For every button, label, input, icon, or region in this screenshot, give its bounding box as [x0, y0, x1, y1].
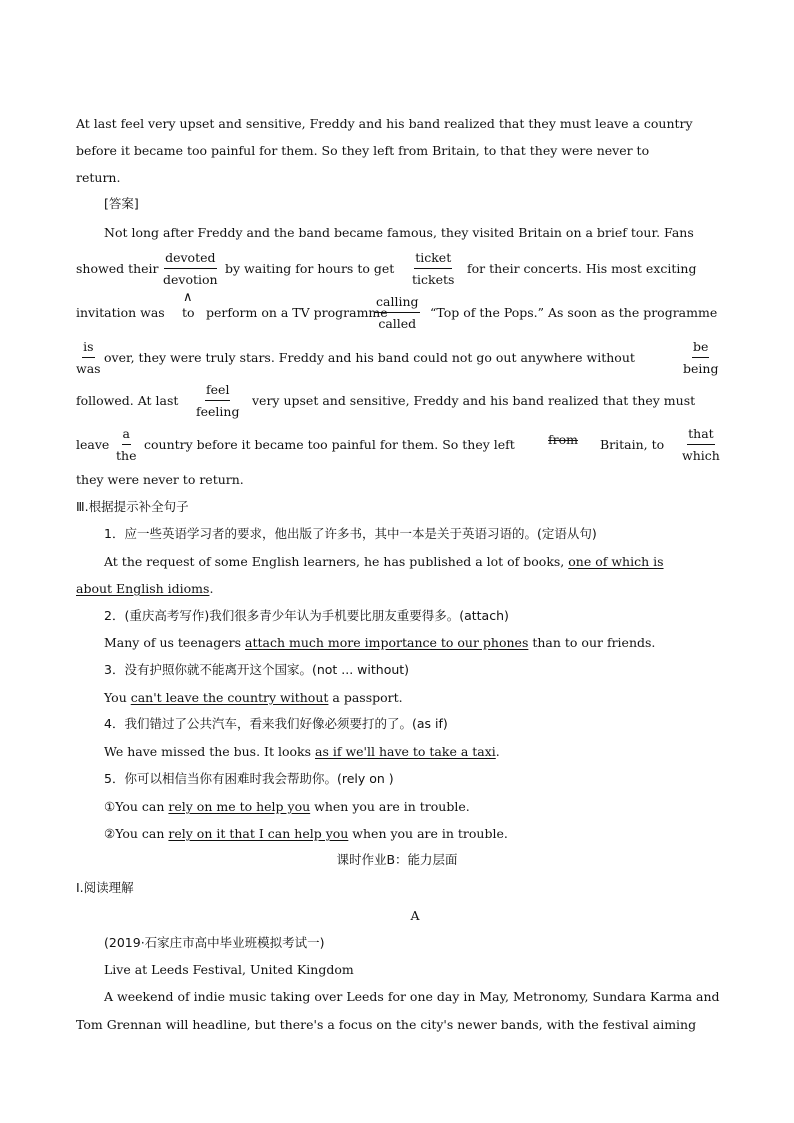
correction-inserted: to — [182, 305, 195, 320]
answer-text: than to our friends. — [528, 635, 656, 650]
answer-text: . — [209, 581, 214, 596]
answer-text: ②You can — [104, 826, 169, 841]
answer-text: ①You can — [104, 799, 169, 814]
correction-wrong: ticket — [414, 250, 452, 269]
correction-right: called — [378, 316, 417, 331]
question-1-answer — [104, 554, 718, 570]
corrected-text: very upset and sensitive, Freddy and his band realized that they must — [252, 393, 696, 408]
answer-fill: about English idioms — [76, 581, 210, 596]
answer-text: At the request of some English learners, he has published a lot of books, — [104, 554, 569, 569]
question-2-prompt: 2．(重庆高考写作)我们很多青少年认为手机要比朋友重要得多。(attach) — [104, 608, 509, 623]
answer-text: Many of us teenagers — [104, 635, 245, 650]
insertion-caret-icon: ∧ — [183, 290, 193, 305]
corrected-line-7: they were never to return. — [76, 472, 244, 487]
answer-text: when you are in trouble. — [310, 799, 470, 814]
passage-letter: A — [410, 908, 420, 923]
passage-text-1: A weekend of indie music taking over Leeds for one day in May, Metronomy, Sundara Karma and — [104, 989, 720, 1004]
correction-wrong: feel — [205, 382, 230, 401]
correction-that — [682, 426, 720, 463]
passage-event: Live at Leeds Festival, United Kingdom — [104, 962, 354, 977]
question-3-prompt: 3．没有护照你就不能离开这个国家。(not ... without) — [104, 662, 410, 677]
passage-line-2: before it became too painful for them. So they left from Britain, to that they were never to — [76, 143, 650, 158]
corrected-text: Britain, to — [600, 437, 665, 452]
question-3-answer — [104, 690, 718, 706]
correction-wrong: devoted — [164, 250, 216, 269]
corrected-text: invitation was — [76, 305, 165, 320]
correction-wrong: calling — [375, 294, 420, 313]
answer-fill: attach much more importance to our phones — [245, 635, 529, 650]
corrected-text: “Top of the Pops.” As soon as the programme — [430, 305, 718, 320]
correction-ticket — [412, 250, 454, 287]
section-heading: Ⅰ.阅读理解 — [76, 880, 134, 895]
correction-is — [76, 339, 101, 376]
corrected-text: showed their — [76, 261, 159, 276]
correction-right: tickets — [412, 272, 455, 287]
answer-fill: as if we'll have to take a taxi — [315, 744, 496, 759]
corrected-text: by waiting for hours to get — [225, 261, 395, 276]
passage-source: (2019·石家庄市高中毕业班模拟考试一) — [104, 935, 325, 950]
correction-a — [116, 426, 136, 463]
correction-right: devotion — [163, 272, 218, 287]
passage-text-2: Tom Grennan will headline, but there's a focus on the city's newer bands, with the festival aiming — [76, 1017, 697, 1032]
correction-wrong: is — [82, 339, 94, 358]
question-4-prompt: 4．我们错过了公共汽车，看来我们好像必须要打的了。(as if) — [104, 716, 448, 731]
answer-fill: rely on me to help you — [168, 799, 311, 814]
answer-text: . — [495, 744, 500, 759]
question-5-prompt: 5．你可以相信当你有困难时我会帮助你。(rely on ) — [104, 771, 394, 786]
question-1-answer-cont — [76, 581, 718, 597]
corrected-line-1: Not long after Freddy and the band became famous, they visited Britain on a brief tour. Fans — [104, 225, 694, 240]
question-2-answer — [104, 635, 718, 651]
answer-text: when you are in trouble. — [348, 826, 508, 841]
correction-right: being — [683, 361, 719, 376]
answer-fill: one of which is — [568, 554, 664, 569]
corrected-text: followed. At last — [76, 393, 179, 408]
question-5-answer-2 — [104, 826, 718, 842]
question-4-answer — [104, 744, 718, 760]
corrected-text: country before it became too painful for them. So they left — [144, 437, 515, 452]
correction-right: feeling — [196, 404, 240, 419]
corrected-text: perform on a TV programme — [206, 305, 388, 320]
answer-fill: rely on it that I can help you — [168, 826, 349, 841]
correction-wrong: be — [692, 339, 709, 358]
correction-wrong: a — [122, 426, 131, 445]
question-1-prompt: 1．应一些英语学习者的要求，他出版了许多书，其中一本是关于英语习语的。(定语从句) — [104, 526, 597, 541]
section-heading: Ⅲ.根据提示补全句子 — [76, 499, 189, 514]
answer-text: We have missed the bus. It looks — [104, 744, 315, 759]
correction-devoted — [163, 250, 218, 287]
answer-label: [答案] — [104, 196, 139, 211]
question-5-answer-1 — [104, 799, 718, 815]
answer-text: You — [104, 690, 131, 705]
corrected-text: over, they were truly stars. Freddy and his band could not go out anywhere without — [104, 350, 635, 365]
corrected-text: leave — [76, 437, 110, 452]
correction-wrong: that — [687, 426, 715, 445]
corrected-text: for their concerts. His most exciting — [467, 261, 697, 276]
answer-text: a passport. — [328, 690, 403, 705]
passage-line-3: return. — [76, 170, 121, 185]
correction-right: the — [116, 448, 137, 463]
correction-deleted: from — [548, 432, 578, 447]
answer-fill: can't leave the country without — [130, 690, 329, 705]
correction-be — [683, 339, 718, 376]
correction-right: was — [76, 361, 101, 376]
correction-feel — [196, 382, 239, 419]
correction-right: which — [682, 448, 720, 463]
correction-calling — [375, 294, 420, 331]
passage-line-1: At last feel very upset and sensitive, Freddy and his band realized that they must leave a country — [76, 116, 693, 131]
part-title: 课时作业B：能力层面 — [336, 852, 458, 867]
